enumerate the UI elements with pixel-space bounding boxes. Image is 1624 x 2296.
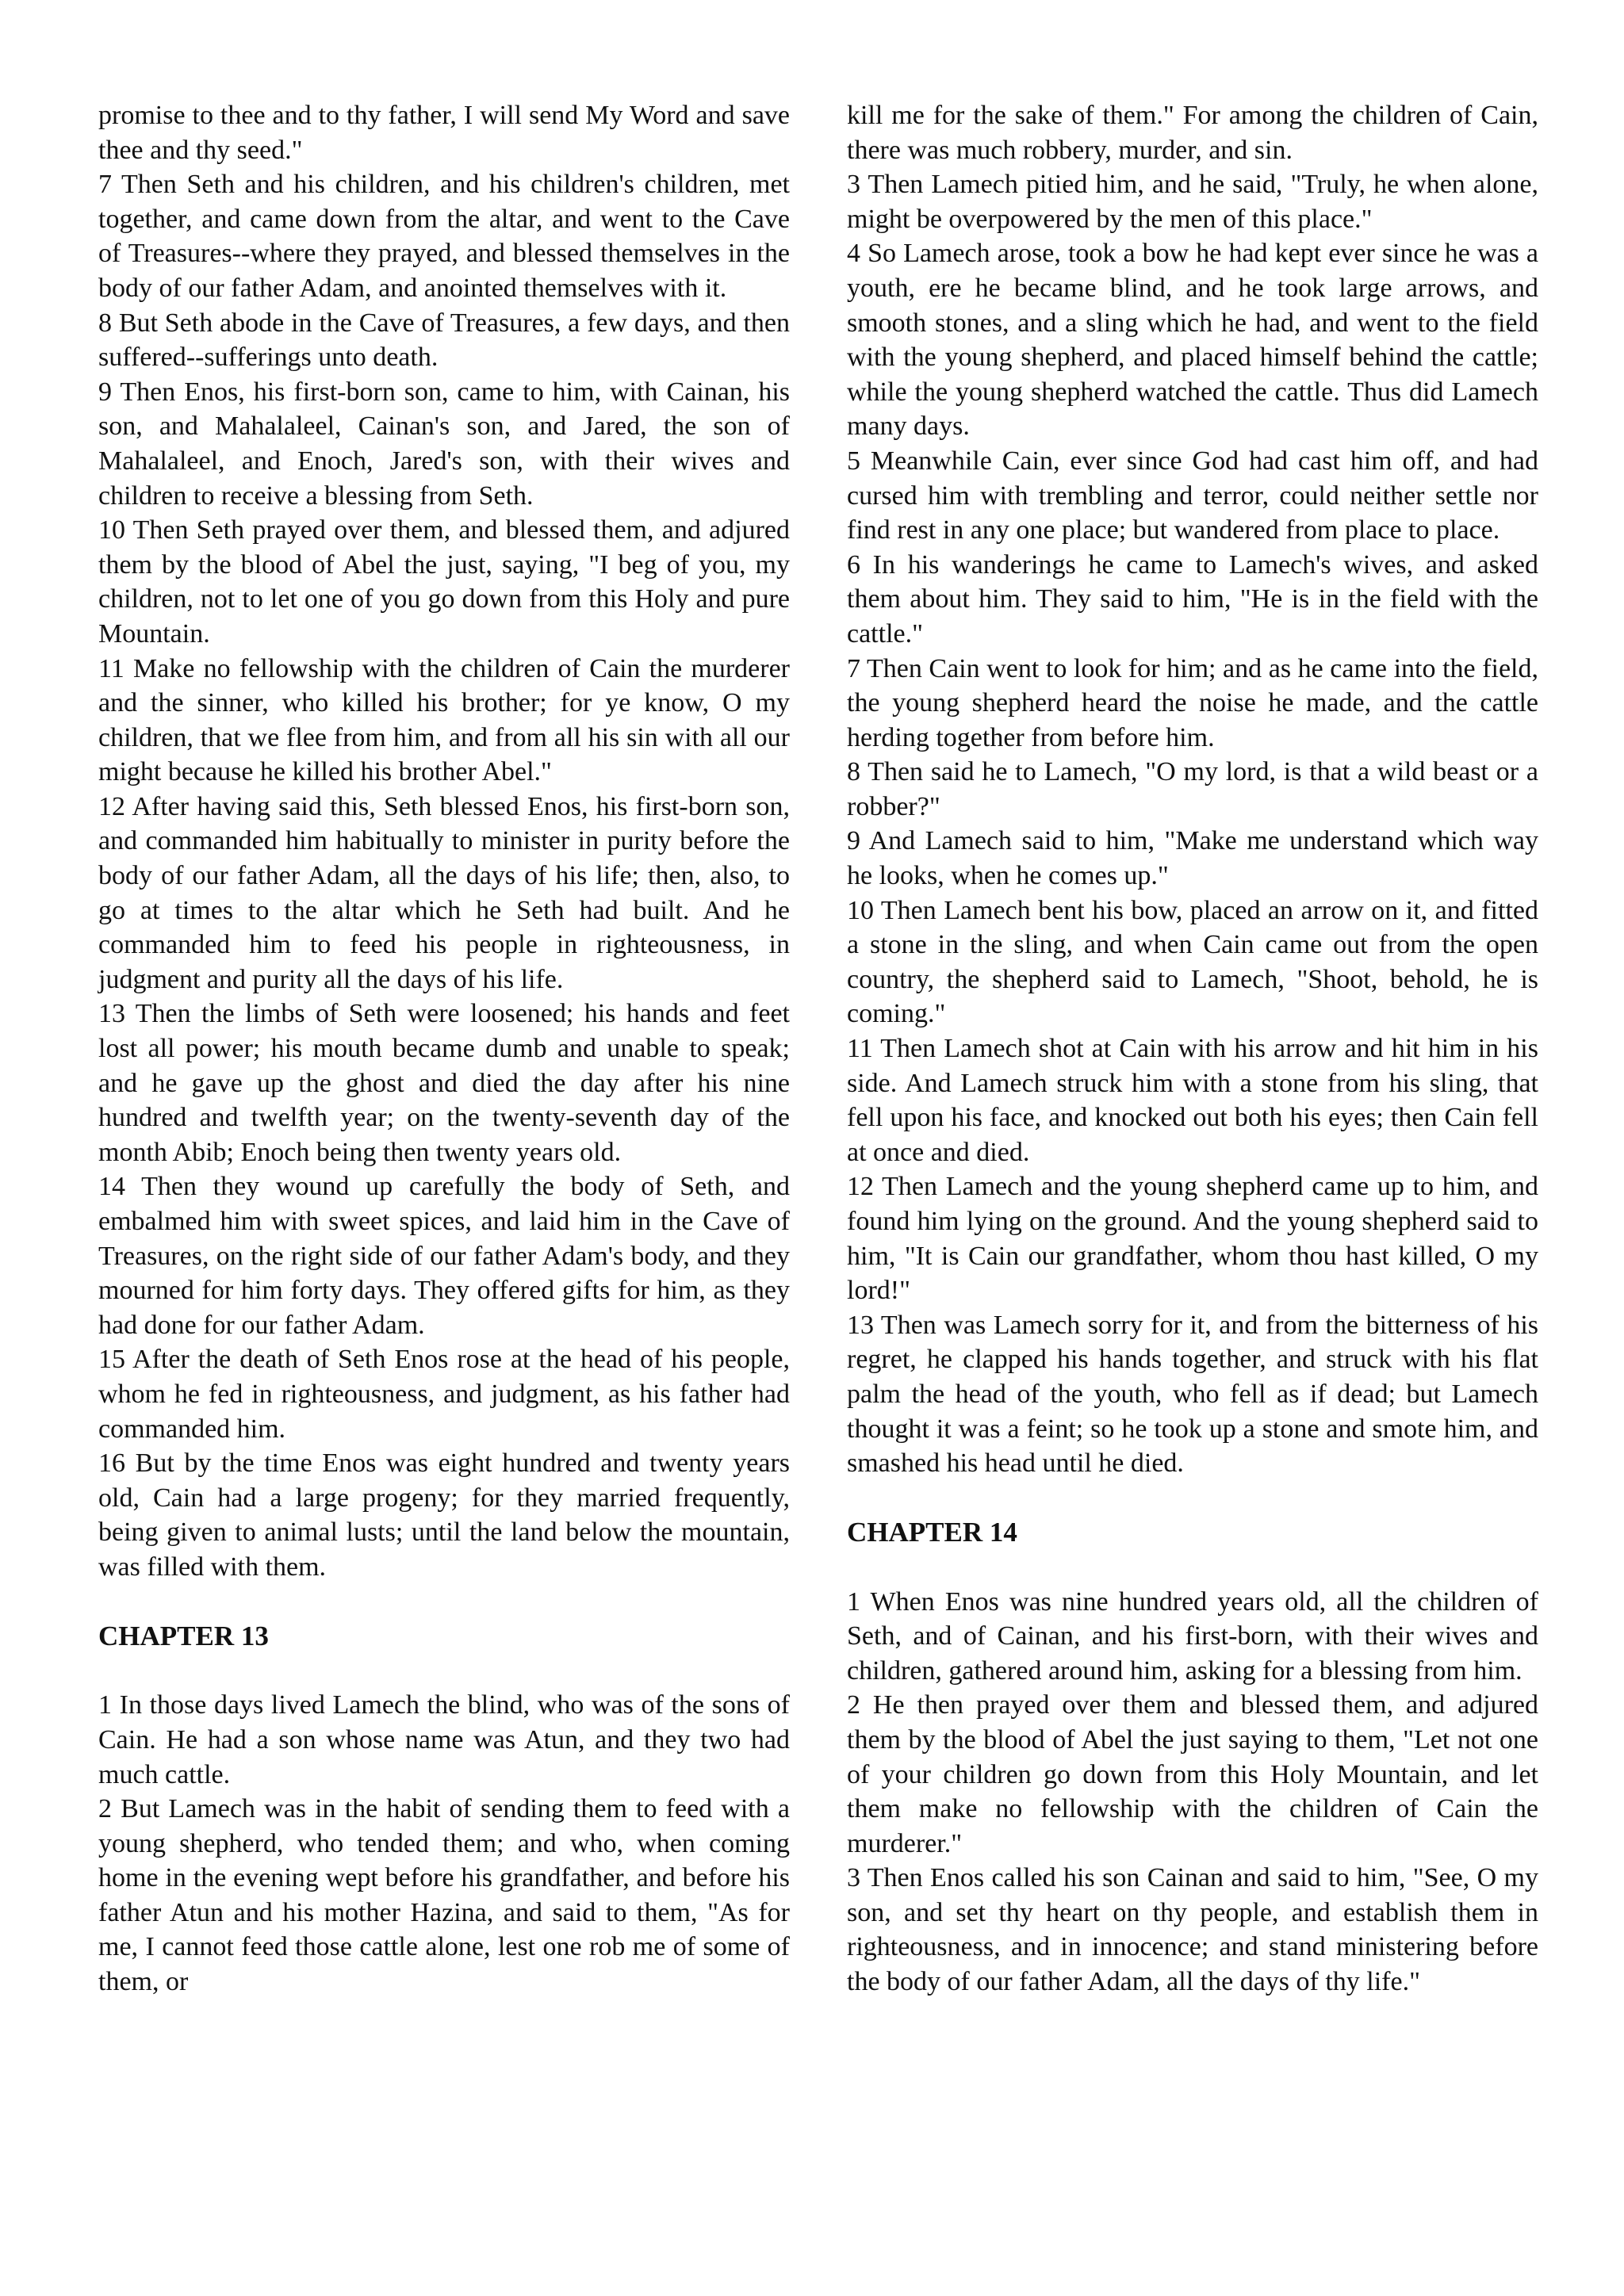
paragraph: 11 Then Lamech shot at Cain with his arrow and hit him in his side. And Lamech struck him with a stone from his sling, that fell upon his face, and knocked out both his eyes; then Cain fell at once and died.	[847, 1034, 1538, 1167]
spacer	[98, 1654, 790, 1689]
paragraph: 5 Meanwhile Cain, ever since God had cast him off, and had cursed him with trembling and terror, could neither settle nor find rest in any one place; but wandered from place to place.	[847, 446, 1538, 545]
paragraph: 2 He then prayed over them and blessed them, and adjured them by the blood of Abel the just saying to them, "Let not one of your children go down from this Holy Mountain, and let them make no fellowship with the children of Cain the murderer."	[847, 1690, 1538, 1858]
left-column	[98, 98, 790, 1999]
paragraph: 12 Then Lamech and the young shepherd came up to him, and found him lying on the ground. And the young shepherd said to him, "It is Cain our grandfather, whom thou hast killed, O my lord!"	[847, 1172, 1538, 1306]
paragraph: promise to thee and to thy father, I will send My Word and save thee and thy seed."	[98, 101, 790, 165]
paragraph: 8 Then said he to Lamech, "O my lord, is that a wild beast or a robber?"	[847, 757, 1538, 821]
paragraph: 16 But by the time Enos was eight hundred and twenty years old, Cain had a large progeny; for they married frequently, being given to animal lusts; until the land below the mountain, was filled with them.	[98, 1448, 790, 1582]
paragraph: 7 Then Cain went to look for him; and as he came into the field, the young shepherd heard the noise he made, and the cattle herding together from before him.	[847, 653, 1538, 752]
paragraph: 6 In his wanderings he came to Lamech's wives, and asked them about him. They said to him, "He is in the field with the cattle."	[847, 549, 1538, 649]
paragraph: 3 Then Lamech pitied him, and he said, "Truly, he when alone, might be overpowered by the men of this place."	[847, 170, 1538, 234]
paragraph: 13 Then the limbs of Seth were loosened; his hands and feet lost all power; his mouth became dumb and unable to speak; and he gave up the ghost and died the day after his nine hundred and twelfth year; on the twenty-seventh day of the month Abib; Enoch being then twenty years old.	[98, 999, 790, 1167]
chapter-heading: CHAPTER 14	[847, 1517, 1017, 1548]
paragraph: 11 Make no fellowship with the children of Cain the murderer and the sinner, who killed his brother; for ye know, O my children, that we flee from him, and from all his sin with all our might because he killed his brother Abel."	[98, 653, 790, 787]
paragraph: 1 In those days lived Lamech the blind, who was of the sons of Cain. He had a son whose name was Atun, and they two had much cattle.	[98, 1690, 790, 1789]
paragraph: 3 Then Enos called his son Cainan and said to him, "See, O my son, and set thy heart on thy people, and establish them in righteousness, and in innocence; and stand ministering before the body of our father Adam, all the days of thy life."	[847, 1863, 1538, 1997]
spacer	[847, 1550, 1538, 1585]
paragraph: 2 But Lamech was in the habit of sending them to feed with a young shepherd, who tended them; and who, when coming home in the evening wept before his grandfather, and before his father Atun and his mother Hazina, and said to them, "As for me, I cannot feed those cattle alone, lest one rob me of some of them, or	[98, 1794, 790, 1997]
paragraph: 9 Then Enos, his first-born son, came to him, with Cainan, his son, and Mahalaleel, Cainan's son, and Jared, the son of Mahalaleel, and Enoch, Jared's son, with their wives and children to receive a blessing from Seth.	[98, 377, 790, 511]
spacer	[847, 1481, 1538, 1516]
paragraph: 13 Then was Lamech sorry for it, and from the bitterness of his regret, he clapped his hands together, and struck with his flat palm the head of the youth, who fell as if dead; but Lamech thought it was a feint; so he took up a stone and smote him, and smashed his head until he died.	[847, 1310, 1538, 1479]
right-column	[847, 98, 1538, 1999]
paragraph: kill me for the sake of them." For among the children of Cain, there was much robbery, murder, and sin.	[847, 101, 1538, 165]
paragraph: 9 And Lamech said to him, "Make me understand which way he looks, when he comes up."	[847, 826, 1538, 891]
paragraph: 12 After having said this, Seth blessed Enos, his first-born son, and commanded him habitually to minister in purity before the body of our father Adam, all the days of his life; then, also, to go at times to the altar which he Seth had built. And he commanded him to feed his people in righteousness, in judgment and purity all the days of his life.	[98, 791, 790, 994]
paragraph: 8 But Seth abode in the Cave of Treasures, a few days, and then suffered--sufferings unto death.	[98, 308, 790, 373]
paragraph: 7 Then Seth and his children, and his children's children, met together, and came down from the altar, and went to the Cave of Treasures--where they prayed, and blessed themselves in the body of our father Adam, and anointed themselves with it.	[98, 170, 790, 303]
paragraph: 10 Then Seth prayed over them, and blessed them, and adjured them by the blood of Abel the just, saying, "I beg of you, my children, not to let one of you go down from this Holy and pure Mountain.	[98, 515, 790, 649]
paragraph: 1 When Enos was nine hundred years old, all the children of Seth, and of Cainan, and his first-born, with their wives and children, gathered around him, asking for a blessing from him.	[847, 1586, 1538, 1686]
paragraph: 10 Then Lamech bent his bow, placed an arrow on it, and fitted a stone in the sling, and when Cain came out from the open country, the shepherd said to Lamech, "Shoot, behold, he is coming."	[847, 895, 1538, 1029]
spacer	[98, 1585, 790, 1620]
paragraph: 4 So Lamech arose, took a bow he had kept ever since he was a youth, ere he became blind, and he took large arrows, and smooth stones, and a sling which he had, and went to the field with the young shepherd, and placed himself behind the cattle; while the young shepherd watched the cattle. Thus did Lamech many days.	[847, 239, 1538, 442]
chapter-heading: CHAPTER 13	[98, 1621, 269, 1652]
paragraph: 14 Then they wound up carefully the body of Seth, and embalmed him with sweet spices, and laid him in the Cave of Treasures, on the right side of our father Adam's body, and they mourned for him forty days. They offered gifts for him, as they had done for our father Adam.	[98, 1172, 790, 1340]
paragraph: 15 After the death of Seth Enos rose at the head of his people, whom he fed in righteousness, and judgment, as his father had commanded him.	[98, 1345, 790, 1444]
